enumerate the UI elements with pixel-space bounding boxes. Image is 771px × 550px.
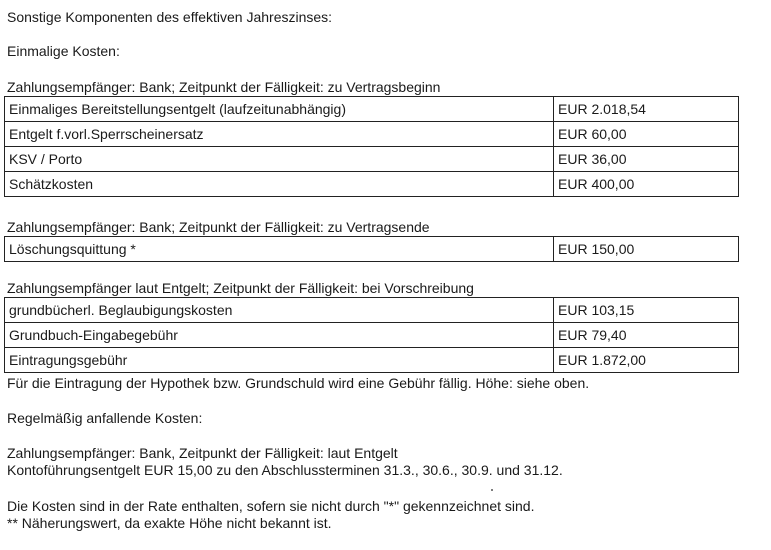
table-row <box>5 172 739 197</box>
cost-label: grundbücherl. Beglaubigungskosten <box>5 298 554 323</box>
cost-amount: EUR 103,15 <box>554 298 739 323</box>
group-3-table <box>4 297 739 373</box>
table-row <box>5 122 739 147</box>
group-1-caption: Zahlungsempfänger: Bank; Zeitpunkt der Fälligkeit: zu Vertragsbeginn <box>7 79 441 95</box>
group-2-table <box>4 236 739 262</box>
recurring-line: Kontoführungsentgelt EUR 15,00 zu den Abschlussterminen 31.3., 30.6., 30.9. und 31.12. <box>7 462 563 478</box>
one-time-costs-heading: Einmalige Kosten: <box>7 43 120 59</box>
group-2-caption: Zahlungsempfänger: Bank; Zeitpunkt der Fälligkeit: zu Vertragsende <box>7 219 430 235</box>
recurring-caption: Zahlungsempfänger: Bank, Zeitpunkt der Fälligkeit: laut Entgelt <box>7 445 398 461</box>
cost-amount: EUR 150,00 <box>554 237 739 262</box>
table-row <box>5 298 739 323</box>
heading: Sonstige Komponenten des effektiven Jahreszinses: <box>7 9 333 25</box>
table-row <box>5 348 739 373</box>
table-row <box>5 97 739 122</box>
footnote-approximation: ** Näherungswert, da exakte Höhe nicht bekannt ist. <box>7 515 332 531</box>
cost-amount: EUR 2.018,54 <box>554 97 739 122</box>
group-1-table <box>4 96 739 197</box>
cost-label: Grundbuch-Eingabegebühr <box>5 323 554 348</box>
cost-label: Entgelt f.vorl.Sperrscheinersatz <box>5 122 554 147</box>
recurring-costs-heading: Regelmäßig anfallende Kosten: <box>7 410 203 426</box>
cost-amount: EUR 79,40 <box>554 323 739 348</box>
mortgage-note: Für die Eintragung der Hypothek bzw. Grundschuld wird eine Gebühr fällig. Höhe: siehe oben. <box>7 375 590 391</box>
cost-amount: EUR 400,00 <box>554 172 739 197</box>
table-row <box>5 147 739 172</box>
table-row <box>5 237 739 262</box>
cost-label: Löschungsquittung * <box>5 237 554 262</box>
cost-label: Schätzkosten <box>5 172 554 197</box>
cost-amount: EUR 1.872,00 <box>554 348 739 373</box>
cost-label: Eintragungsgebühr <box>5 348 554 373</box>
group-3-caption: Zahlungsempfänger laut Entgelt; Zeitpunkt der Fälligkeit: bei Vorschreibung <box>7 280 474 296</box>
cost-amount: EUR 36,00 <box>554 147 739 172</box>
cost-label: Einmaliges Bereitstellungsentgelt (laufzeitunabhängig) <box>5 97 554 122</box>
table-row <box>5 323 739 348</box>
cost-label: KSV / Porto <box>5 147 554 172</box>
cost-amount: EUR 60,00 <box>554 122 739 147</box>
footnote-included-costs: Die Kosten sind in der Rate enthalten, sofern sie nicht durch "*" gekennzeichnet sind. <box>7 498 535 514</box>
scan-speck <box>491 489 493 491</box>
